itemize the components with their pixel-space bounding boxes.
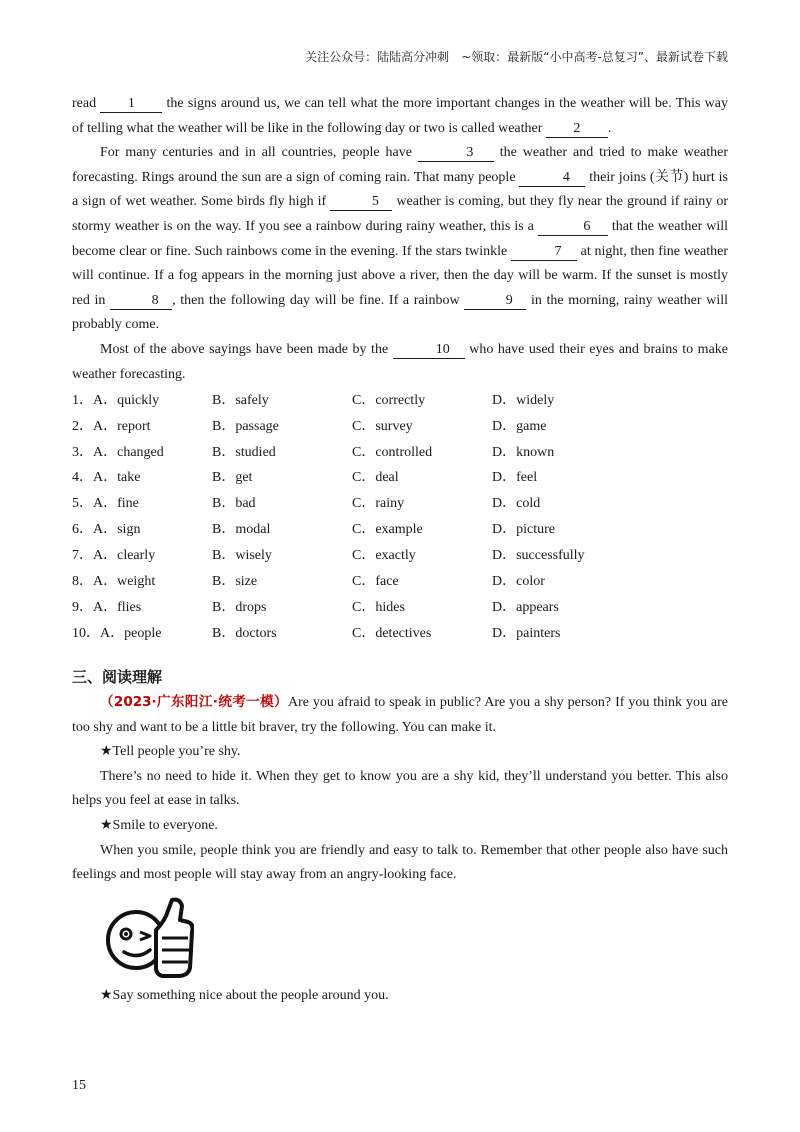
tip-1-heading: ★Tell people you’re shy. [100, 744, 241, 760]
option-3-d[interactable]: D．known [492, 444, 555, 460]
page-number: 15 [72, 1078, 86, 1093]
option-row-10 [72, 621, 728, 647]
option-row-7 [72, 543, 728, 569]
option-1-a[interactable]: 1．A．quickly [72, 392, 160, 408]
option-3-c[interactable]: C．controlled [352, 444, 433, 460]
option-1-c[interactable]: C．correctly [352, 392, 426, 408]
blank-1[interactable]: 1 [100, 96, 162, 113]
passage-paragraph-2: For many centuries and in all countries, people have 3 the weather and tried to make weather forecasting. Rings around the sun are a sign of coming rain. That many people 4 their joins (关节) hurt is a sign of wet weather. Some birds fly high if 5 weather is coming, but they fly near the ground if rainy or stormy weather is on the way. If you see a rainbow during rainy weather, this is a 6 that the weather will become clear or fine. Such rainbows come in the evening. If the stars twinkle 7 at night, then fine weather will continue. If a fog appears in the morning just above a river, then the day will be warm. If the sunset is mostly red in 8 , then the following day will be fine. If a rainbow 9 in the morning, rainy weather will probably come. [72, 145, 729, 333]
option-6-b[interactable]: B．modal [212, 522, 271, 538]
tip-3-heading: ★Say something nice about the people around you. [100, 987, 389, 1003]
option-2-a[interactable]: 2．A．report [72, 418, 151, 434]
option-4-d[interactable]: D．feel [492, 470, 538, 486]
option-1-b[interactable]: B．safely [212, 392, 269, 408]
option-5-a[interactable]: 5．A．fine [72, 496, 139, 512]
option-5-b[interactable]: B．bad [212, 496, 256, 512]
blank-5[interactable]: 5 [330, 194, 392, 211]
option-6-a[interactable]: 6．A．sign [72, 522, 141, 538]
option-4-c[interactable]: C．deal [352, 470, 399, 486]
option-10-a[interactable]: 10．A．people [72, 625, 162, 641]
option-10-c[interactable]: C．detectives [352, 625, 432, 641]
option-8-a[interactable]: 8．A．weight [72, 574, 156, 589]
option-4-a[interactable]: 4．A．take [72, 470, 141, 486]
option-8-b[interactable]: B．size [212, 574, 258, 589]
winking-smiley-thumbs-up-icon [102, 894, 194, 980]
reading-intro: （2023·广东阳江·统考一模）Are you afraid to speak in public? Are you a shy person? If you think you are too shy and want to be a little bit braver, try the following. You can make it. [72, 694, 728, 735]
blank-2[interactable]: 2 [546, 121, 608, 138]
blank-6[interactable]: 6 [538, 219, 608, 236]
blank-10[interactable]: 10 [393, 342, 465, 359]
option-2-b[interactable]: B．passage [212, 418, 279, 434]
option-9-c[interactable]: C．hides [352, 599, 405, 615]
option-9-b[interactable]: B．drops [212, 599, 267, 615]
question-source: （2023·广东阳江·统考一模） [100, 694, 288, 711]
option-4-b[interactable]: B．get [212, 470, 253, 486]
option-row-1 [72, 388, 728, 414]
option-9-d[interactable]: D．appears [492, 599, 559, 615]
option-row-4 [72, 466, 728, 492]
option-9-a[interactable]: 9．A．flies [72, 599, 142, 615]
option-7-a[interactable]: 7．A．clearly [72, 548, 156, 564]
option-8-c[interactable]: C．face [352, 574, 399, 589]
page-header: 关注公众号：陆陆高分冲刺 ~领取：最新版“小中高考-总复习”、最新试卷下载 [305, 50, 728, 64]
option-6-c[interactable]: C．example [352, 522, 423, 538]
option-row-5 [72, 492, 728, 518]
option-2-c[interactable]: C．survey [352, 418, 413, 434]
passage-paragraph-1: read 1 the signs around us, we can tell what the more important changes in the weather will be. This way of telling what the weather will be like in the following day or two is called weather 2 . [72, 96, 728, 136]
option-1-d[interactable]: D．widely [492, 392, 555, 408]
option-row-6 [72, 518, 728, 544]
option-7-b[interactable]: B．wisely [212, 548, 272, 564]
tip-2-body: When you smile, people think you are friendly and easy to talk to. Remember that other people also have such feelings and most people will stay away from an angry-looking face. [72, 842, 728, 883]
section-title: 三、阅读理解 [72, 668, 163, 687]
option-8-d[interactable]: D．color [492, 574, 545, 589]
tip-1-body: There’s no need to hide it. When they get to know you are a shy kid, they’ll understand you better. This also helps you feel at ease in talks. [72, 768, 728, 809]
option-10-d[interactable]: D．painters [492, 625, 561, 641]
option-5-c[interactable]: C．rainy [352, 496, 405, 512]
option-row-3 [72, 440, 728, 466]
options-list [72, 388, 728, 647]
blank-7[interactable]: 7 [511, 244, 577, 261]
tip-2-heading: ★Smile to everyone. [100, 818, 218, 833]
option-10-b[interactable]: B．doctors [212, 625, 277, 641]
blank-3[interactable]: 3 [418, 145, 494, 162]
option-3-b[interactable]: B．studied [212, 444, 276, 460]
page-content [72, 92, 728, 1008]
option-3-a[interactable]: 3．A．changed [72, 444, 164, 460]
option-row-2 [72, 414, 728, 440]
option-7-d[interactable]: D．successfully [492, 548, 585, 564]
passage-paragraph-3: Most of the above sayings have been made by the 10 who have used their eyes and brains to make weather forecasting. [72, 341, 728, 382]
option-6-d[interactable]: D．picture [492, 522, 555, 538]
option-2-d[interactable]: D．game [492, 418, 547, 434]
blank-9[interactable]: 9 [464, 293, 526, 310]
blank-4[interactable]: 4 [519, 170, 585, 187]
option-7-c[interactable]: C．exactly [352, 548, 416, 564]
option-row-9 [72, 595, 728, 621]
option-row-8 [72, 569, 728, 595]
option-5-d[interactable]: D．cold [492, 496, 541, 512]
blank-8[interactable]: 8 [110, 293, 172, 310]
